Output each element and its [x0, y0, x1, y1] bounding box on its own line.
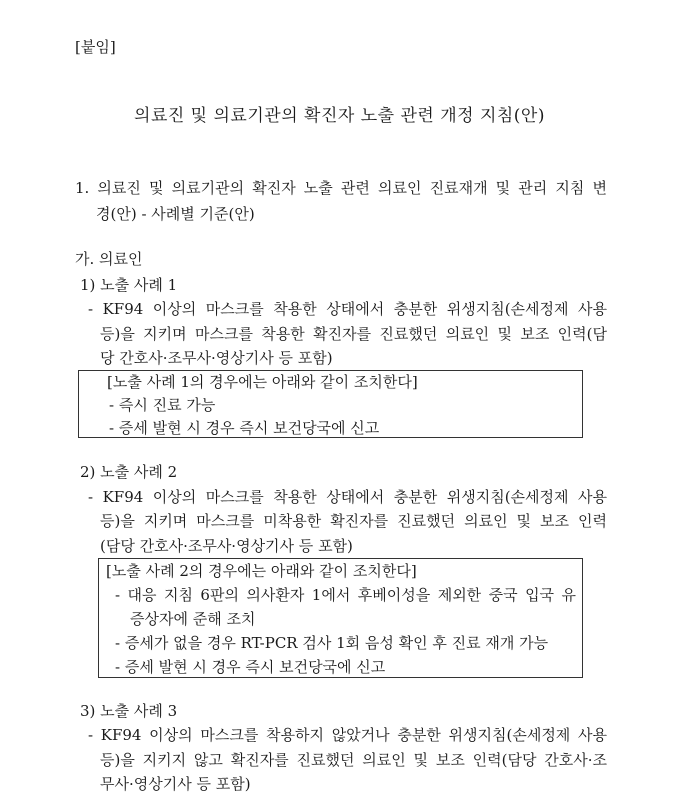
- case2-box-item: - 증세 발현 시 경우 즉시 보건당국에 신고: [115, 658, 386, 676]
- attachment-label: [붙임]: [75, 38, 116, 56]
- case1-heading: 1) 노출 사례 1: [80, 276, 178, 294]
- subsection-heading: 가. 의료인: [75, 250, 143, 268]
- case2-box-title: [노출 사례 2의 경우에는 아래와 같이 조치한다]: [106, 562, 417, 580]
- case1-desc-line1: - KF94 이상의 마스크를 착용한 상태에서 충분한 위생지침(손세정제 사용: [88, 300, 607, 318]
- case3-desc-line1: - KF94 이상의 마스크를 착용하지 않았거나 충분한 위생지침(손세정제 사용: [88, 726, 607, 744]
- case1-box-item: - 증세 발현 시 경우 즉시 보건당국에 신고: [109, 419, 380, 437]
- case2-action-box: [98, 558, 583, 678]
- case3-desc-line3: 무사·영상기사 등 포함): [100, 775, 251, 793]
- case3-desc-line2: 등)을 지키지 않고 확진자를 진료했던 의료인 및 보조 인력(담당 간호사·조: [100, 751, 607, 769]
- section1-line1: 1. 의료진 및 의료기관의 확진자 노출 관련 의료인 진료재개 및 관리 지침 변: [75, 179, 607, 197]
- case3-heading: 3) 노출 사례 3: [80, 702, 178, 720]
- case1-desc-line3: 당 간호사·조무사·영상기사 등 포함): [100, 349, 333, 367]
- case1-box-title: [노출 사례 1의 경우에는 아래와 같이 조치한다]: [107, 373, 418, 391]
- case1-box-item: - 즉시 진료 가능: [109, 396, 216, 414]
- case2-box-item-cont: 증상자에 준해 조치: [130, 610, 256, 628]
- case2-desc-line3: (담당 간호사·조무사·영상기사 등 포함): [100, 537, 353, 555]
- case1-action-box: [78, 370, 583, 438]
- document-title: 의료진 및 의료기관의 확진자 노출 관련 개정 지침(안): [134, 106, 545, 126]
- case2-heading: 2) 노출 사례 2: [80, 463, 178, 481]
- section1-line2: 경(안) - 사례별 기준(안): [96, 205, 255, 223]
- case1-desc-line2: 등)을 지키며 마스크를 착용한 확진자를 진료했던 의료인 및 보조 인력(담: [100, 325, 607, 343]
- case2-desc-line1: - KF94 이상의 마스크를 착용한 상태에서 충분한 위생지침(손세정제 사용: [88, 488, 607, 506]
- case2-box-item: - 대응 지침 6판의 의사환자 1에서 후베이성을 제외한 중국 입국 유: [115, 586, 576, 604]
- case2-desc-line2: 등)을 지키며 마스크를 미착용한 확진자를 진료했던 의료인 및 보조 인력: [100, 512, 607, 530]
- case2-box-item: - 증세가 없을 경우 RT-PCR 검사 1회 음성 확인 후 진료 재개 가능: [115, 634, 549, 652]
